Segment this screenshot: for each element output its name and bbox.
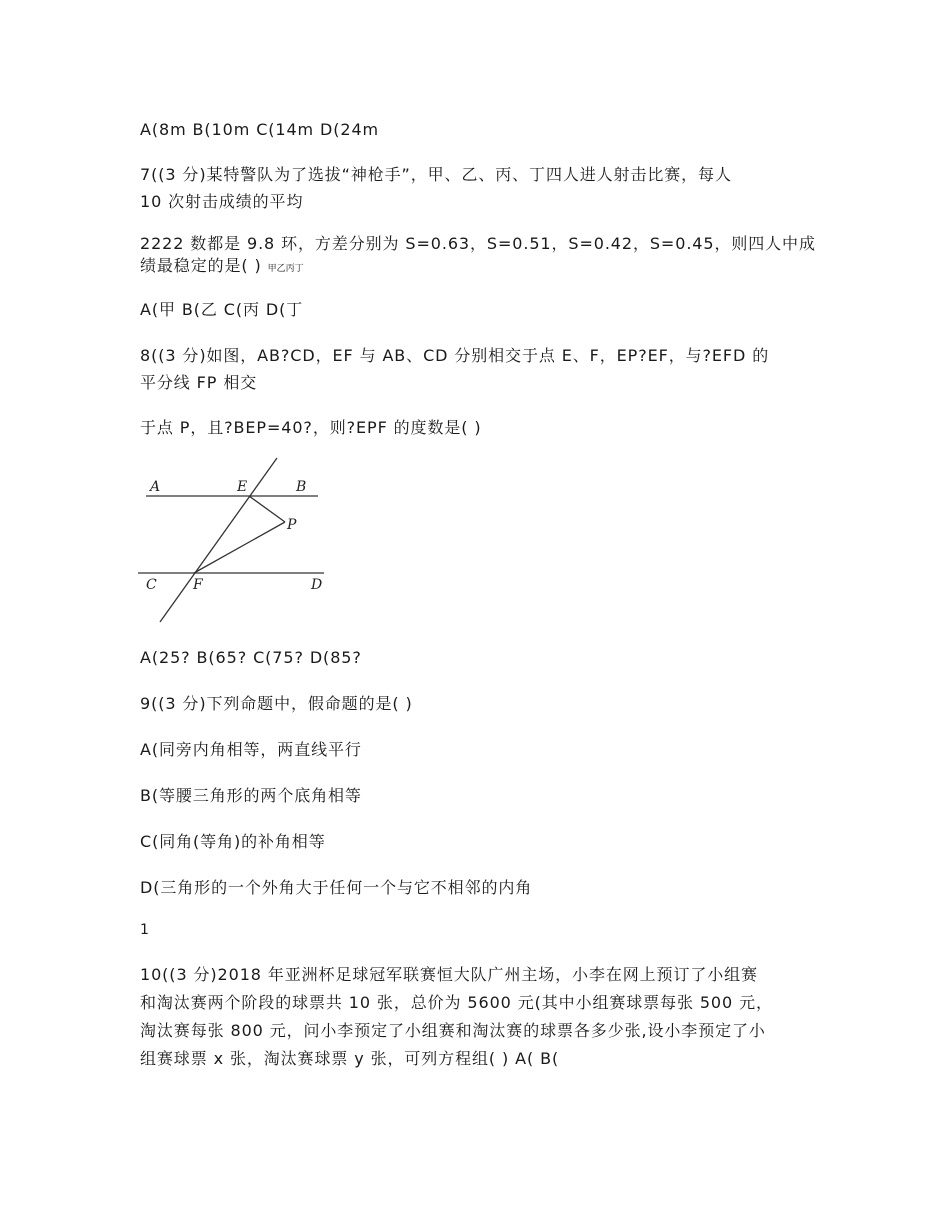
label-b: B — [296, 479, 307, 495]
page-number: 1 — [140, 922, 150, 938]
q7-stem-line4 — [140, 256, 304, 279]
transversal-ef — [160, 458, 277, 622]
q7-stem-line1: 7((3 分)某特警队为了选拔“神枪手”，甲、乙、丙、丁四人进人射击比赛，每人 — [140, 165, 732, 184]
q9-stem: 9((3 分)下列命题中，假命题的是( ) — [140, 694, 413, 713]
q8-stem-line1: 8((3 分)如图，AB?CD，EF 与 AB、CD 分别相交于点 E、F，EP?EF，与?EFD 的 — [140, 346, 770, 365]
label-e: E — [237, 479, 248, 495]
q7-variance-subscripts: 甲乙丙丁 — [267, 264, 304, 274]
q9-option-b: B(等腰三角形的两个底角相等 — [140, 786, 362, 805]
label-a: A — [150, 479, 161, 495]
q9-option-a: A(同旁内角相等，两直线平行 — [140, 740, 362, 759]
q8-geometry-figure — [136, 452, 331, 624]
q9-option-d: D(三角形的一个外角大于任何一个与它不相邻的内角 — [140, 878, 533, 897]
q7-stem-line3: 2222 数都是 9.8 环，方差分别为 S=0.63，S=0.51，S=0.42，S=0.45，则四人中成 — [140, 234, 816, 253]
q8-stem-line2: 平分线 FP 相交 — [140, 373, 258, 392]
q7-options: A(甲 B(乙 C(丙 D(丁 — [140, 300, 304, 319]
q10-stem-line2: 和淘汰赛两个阶段的球票共 10 张，总价为 5600 元(其中小组赛球票每张 500 元， — [140, 993, 773, 1012]
q10-stem-line3: 淘汰赛每张 800 元，问小李预定了小组赛和淘汰赛的球票各多少张,设小李预定了小 — [140, 1021, 766, 1040]
q6-options: A(8m B(10m C(14m D(24m — [140, 120, 380, 139]
q8-stem-line3: 于点 P，且?BEP=40?，则?EPF 的度数是( ) — [140, 418, 482, 437]
q10-stem-line1: 10((3 分)2018 年亚洲杯足球冠军联赛恒大队广州主场，小李在网上预订了小组赛 — [140, 965, 758, 984]
label-p: P — [287, 517, 297, 533]
label-d: D — [311, 577, 323, 593]
q10-stem-line4: 组赛球票 x 张，淘汰赛球票 y 张，可列方程组( ) A( B( — [140, 1049, 560, 1068]
q7-stem-line4-text: 绩最稳定的是( ) — [140, 256, 262, 275]
segment-ep — [249, 496, 285, 522]
q8-options: A(25? B(65? C(75? D(85? — [140, 648, 362, 667]
q9-option-c: C(同角(等角)的补角相等 — [140, 832, 326, 851]
segment-fp — [194, 522, 285, 573]
label-c: C — [146, 577, 157, 593]
q7-stem-line2: 10 次射击成绩的平均 — [140, 192, 304, 211]
label-f: F — [193, 577, 203, 593]
